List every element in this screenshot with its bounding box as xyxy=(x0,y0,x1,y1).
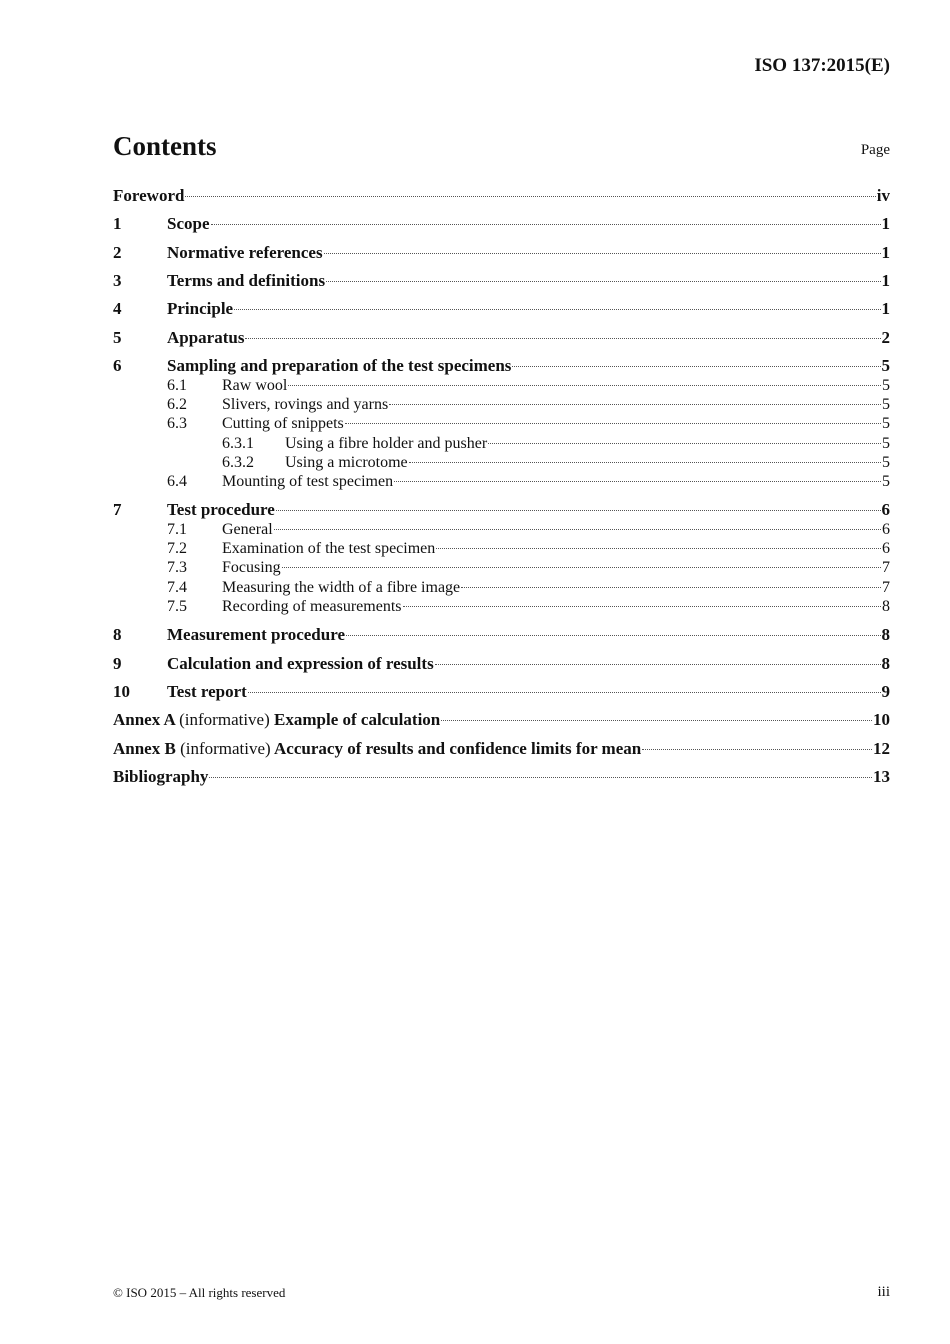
toc-title-text: Example of calculation xyxy=(274,710,441,729)
toc-entry-title xyxy=(167,356,511,376)
toc-title-text: Scope xyxy=(167,214,210,233)
dot-leader xyxy=(345,423,881,424)
toc-entry[interactable] xyxy=(113,299,890,319)
toc-page-number: 5 xyxy=(882,435,890,452)
toc-entry-title xyxy=(222,472,393,492)
toc-entry-number: 6.3.2 xyxy=(222,454,254,471)
toc-entry[interactable] xyxy=(113,500,890,520)
toc-entry-title xyxy=(222,578,460,598)
toc-entry[interactable] xyxy=(113,414,890,434)
toc-page-number: 2 xyxy=(881,328,890,347)
toc-title-text: Calculation and expression of results xyxy=(167,654,434,673)
toc-entry-title xyxy=(167,625,345,645)
toc-entry-title xyxy=(167,500,275,520)
toc-page-number: 8 xyxy=(882,598,890,615)
toc-entry-title xyxy=(167,299,233,319)
toc-entry-number: 5 xyxy=(113,328,122,347)
dot-leader xyxy=(403,606,882,607)
dot-leader xyxy=(248,692,881,693)
toc-title-text: Normative references xyxy=(167,243,323,262)
toc-entry-title xyxy=(222,539,435,559)
toc-title-text: Recording of measurements xyxy=(222,598,402,615)
toc-title-text: General xyxy=(222,521,273,538)
dot-leader xyxy=(488,443,881,444)
dot-leader xyxy=(394,481,881,482)
toc-entry-title xyxy=(222,520,273,540)
dot-leader xyxy=(441,720,872,721)
toc-entry[interactable] xyxy=(113,625,890,645)
toc-page-number: 10 xyxy=(873,710,890,729)
toc-page-number: 6 xyxy=(882,521,890,538)
toc-page-number: 7 xyxy=(882,579,890,596)
toc-title-text: Cutting of snippets xyxy=(222,415,344,432)
annex-label: Annex B xyxy=(113,739,176,758)
toc-title-text: Foreword xyxy=(113,186,185,205)
toc-title-text: Bibliography xyxy=(113,767,209,786)
toc-entry-title xyxy=(167,682,247,702)
toc-title-text: Mounting of test specimen xyxy=(222,473,394,490)
toc-entry-title xyxy=(167,271,325,291)
toc-entry-title xyxy=(113,710,440,730)
toc-entry-title xyxy=(113,739,641,759)
toc-entry-number: 6.3 xyxy=(167,415,187,432)
page-title: Contents xyxy=(113,131,217,161)
toc-entry-number: 8 xyxy=(113,625,122,644)
toc-title-text: Accuracy of results and confidence limits for mean xyxy=(274,739,642,758)
dot-leader xyxy=(409,462,881,463)
toc-entry-title xyxy=(113,186,184,206)
dot-leader xyxy=(288,385,881,386)
toc-entry[interactable] xyxy=(113,328,890,348)
toc-entry[interactable] xyxy=(113,214,890,234)
toc-entry[interactable] xyxy=(113,539,890,559)
toc-page-number: 1 xyxy=(881,214,890,233)
toc-entry-title xyxy=(167,328,244,348)
dot-leader xyxy=(209,777,872,778)
dot-leader xyxy=(435,664,881,665)
toc-title-text: Measurement procedure xyxy=(167,625,345,644)
toc-entry[interactable] xyxy=(113,186,890,206)
toc-page-number: 5 xyxy=(881,356,890,375)
toc-entry-number: 7.2 xyxy=(167,540,187,557)
toc-title-text: Slivers, rovings and yarns xyxy=(222,396,389,413)
dot-leader xyxy=(436,548,881,549)
toc-entry-number: 7 xyxy=(113,500,122,519)
toc-page-number: 9 xyxy=(881,682,890,701)
toc-entry[interactable] xyxy=(113,558,890,578)
dot-leader xyxy=(282,567,881,568)
toc-page-number: iv xyxy=(876,186,890,205)
toc-entry-number: 9 xyxy=(113,654,122,673)
toc-entry-number: 7.4 xyxy=(167,579,187,596)
toc-entry[interactable] xyxy=(113,472,890,492)
toc-entry-title xyxy=(285,453,408,473)
toc-page-number: 1 xyxy=(881,271,890,290)
toc-entry-title xyxy=(113,767,208,787)
copyright-notice: © ISO 2015 – All rights reserved xyxy=(113,1285,286,1300)
toc-title-text: Sampling and preparation of the test specimens xyxy=(167,356,512,375)
annex-note: (informative) xyxy=(179,710,270,729)
dot-leader xyxy=(642,749,872,750)
toc-page-number: 6 xyxy=(881,500,890,519)
toc-page-number: 12 xyxy=(873,739,890,758)
dot-leader xyxy=(274,529,881,530)
document-id: ISO 137:2015(E) xyxy=(754,55,890,76)
dot-leader xyxy=(512,366,880,367)
toc-page-number: 5 xyxy=(882,415,890,432)
toc-entry-title xyxy=(222,414,344,434)
dot-leader xyxy=(461,587,881,588)
toc-entry[interactable] xyxy=(113,739,890,759)
toc-entry-number: 6.1 xyxy=(167,377,187,394)
toc-entry[interactable] xyxy=(113,271,890,291)
toc-page-number: 1 xyxy=(881,243,890,262)
toc-entry-number: 7.1 xyxy=(167,521,187,538)
dot-leader xyxy=(185,196,875,197)
toc-page-number: 6 xyxy=(882,540,890,557)
page-column-label: Page xyxy=(860,142,890,158)
toc-page-number: 5 xyxy=(882,377,890,394)
toc-page-number: 13 xyxy=(873,767,890,786)
toc-entry-number: 3 xyxy=(113,271,122,290)
toc-entry-title xyxy=(222,597,402,617)
toc-entry[interactable] xyxy=(113,682,890,702)
toc-entry-number: 6.3.1 xyxy=(222,435,254,452)
toc-entry-number: 10 xyxy=(113,682,130,701)
toc-title-text: Using a microtome xyxy=(285,454,408,471)
dot-leader xyxy=(326,281,880,282)
toc-title-text: Using a fibre holder and pusher xyxy=(285,435,488,452)
toc-entry-number: 2 xyxy=(113,243,122,262)
toc-entry-number: 1 xyxy=(113,214,122,233)
toc-page-number: 5 xyxy=(882,473,890,490)
page-number: iii xyxy=(877,1284,890,1300)
toc-entry-title xyxy=(167,214,210,234)
toc-entry-number: 6 xyxy=(113,356,122,375)
toc-page-number: 5 xyxy=(882,396,890,413)
toc-title-text: Measuring the width of a fibre image xyxy=(222,579,461,596)
toc-entry[interactable] xyxy=(113,578,890,598)
toc-entry-title xyxy=(222,395,388,415)
dot-leader xyxy=(324,253,881,254)
dot-leader xyxy=(245,338,880,339)
toc-title-text: Apparatus xyxy=(167,328,245,347)
toc-page-number: 1 xyxy=(881,299,890,318)
toc-entry[interactable] xyxy=(113,597,890,617)
toc-page-number: 5 xyxy=(882,454,890,471)
dot-leader xyxy=(346,635,881,636)
toc-entry[interactable] xyxy=(113,243,890,263)
toc-title-text: Examination of the test specimen xyxy=(222,540,436,557)
toc-entry-title xyxy=(285,434,487,454)
toc-entry[interactable] xyxy=(113,520,890,540)
toc-entry[interactable] xyxy=(113,654,890,674)
dot-leader xyxy=(234,309,880,310)
toc-entry-number: 6.4 xyxy=(167,473,187,490)
toc-entry[interactable] xyxy=(113,453,890,473)
toc-title-text: Test procedure xyxy=(167,500,275,519)
toc-entry[interactable] xyxy=(113,356,890,376)
toc-entry[interactable] xyxy=(113,710,890,730)
toc-page-number: 8 xyxy=(881,654,890,673)
toc-entry[interactable] xyxy=(113,395,890,415)
toc-entry[interactable] xyxy=(113,767,890,787)
toc-entry[interactable] xyxy=(113,376,890,396)
toc-title-text: Terms and definitions xyxy=(167,271,326,290)
toc-page-number: 8 xyxy=(881,625,890,644)
toc-entry-title xyxy=(167,243,323,263)
toc-page-number: 7 xyxy=(882,559,890,576)
toc-title-text: Focusing xyxy=(222,559,281,576)
toc-title-text: Raw wool xyxy=(222,377,288,394)
toc-entry-number: 4 xyxy=(113,299,122,318)
annex-note: (informative) xyxy=(180,739,271,758)
toc-entry-number: 6.2 xyxy=(167,396,187,413)
toc-entry-number: 7.3 xyxy=(167,559,187,576)
annex-label: Annex A xyxy=(113,710,175,729)
toc-entry-title xyxy=(167,654,434,674)
toc-entry[interactable] xyxy=(113,434,890,454)
toc-entry-title xyxy=(222,558,281,578)
toc-title-text: Test report xyxy=(167,682,247,701)
toc-title-text: Principle xyxy=(167,299,234,318)
dot-leader xyxy=(389,404,881,405)
toc-entry-title xyxy=(222,376,287,396)
toc-entry-number: 7.5 xyxy=(167,598,187,615)
dot-leader xyxy=(276,510,881,511)
dot-leader xyxy=(211,224,881,225)
